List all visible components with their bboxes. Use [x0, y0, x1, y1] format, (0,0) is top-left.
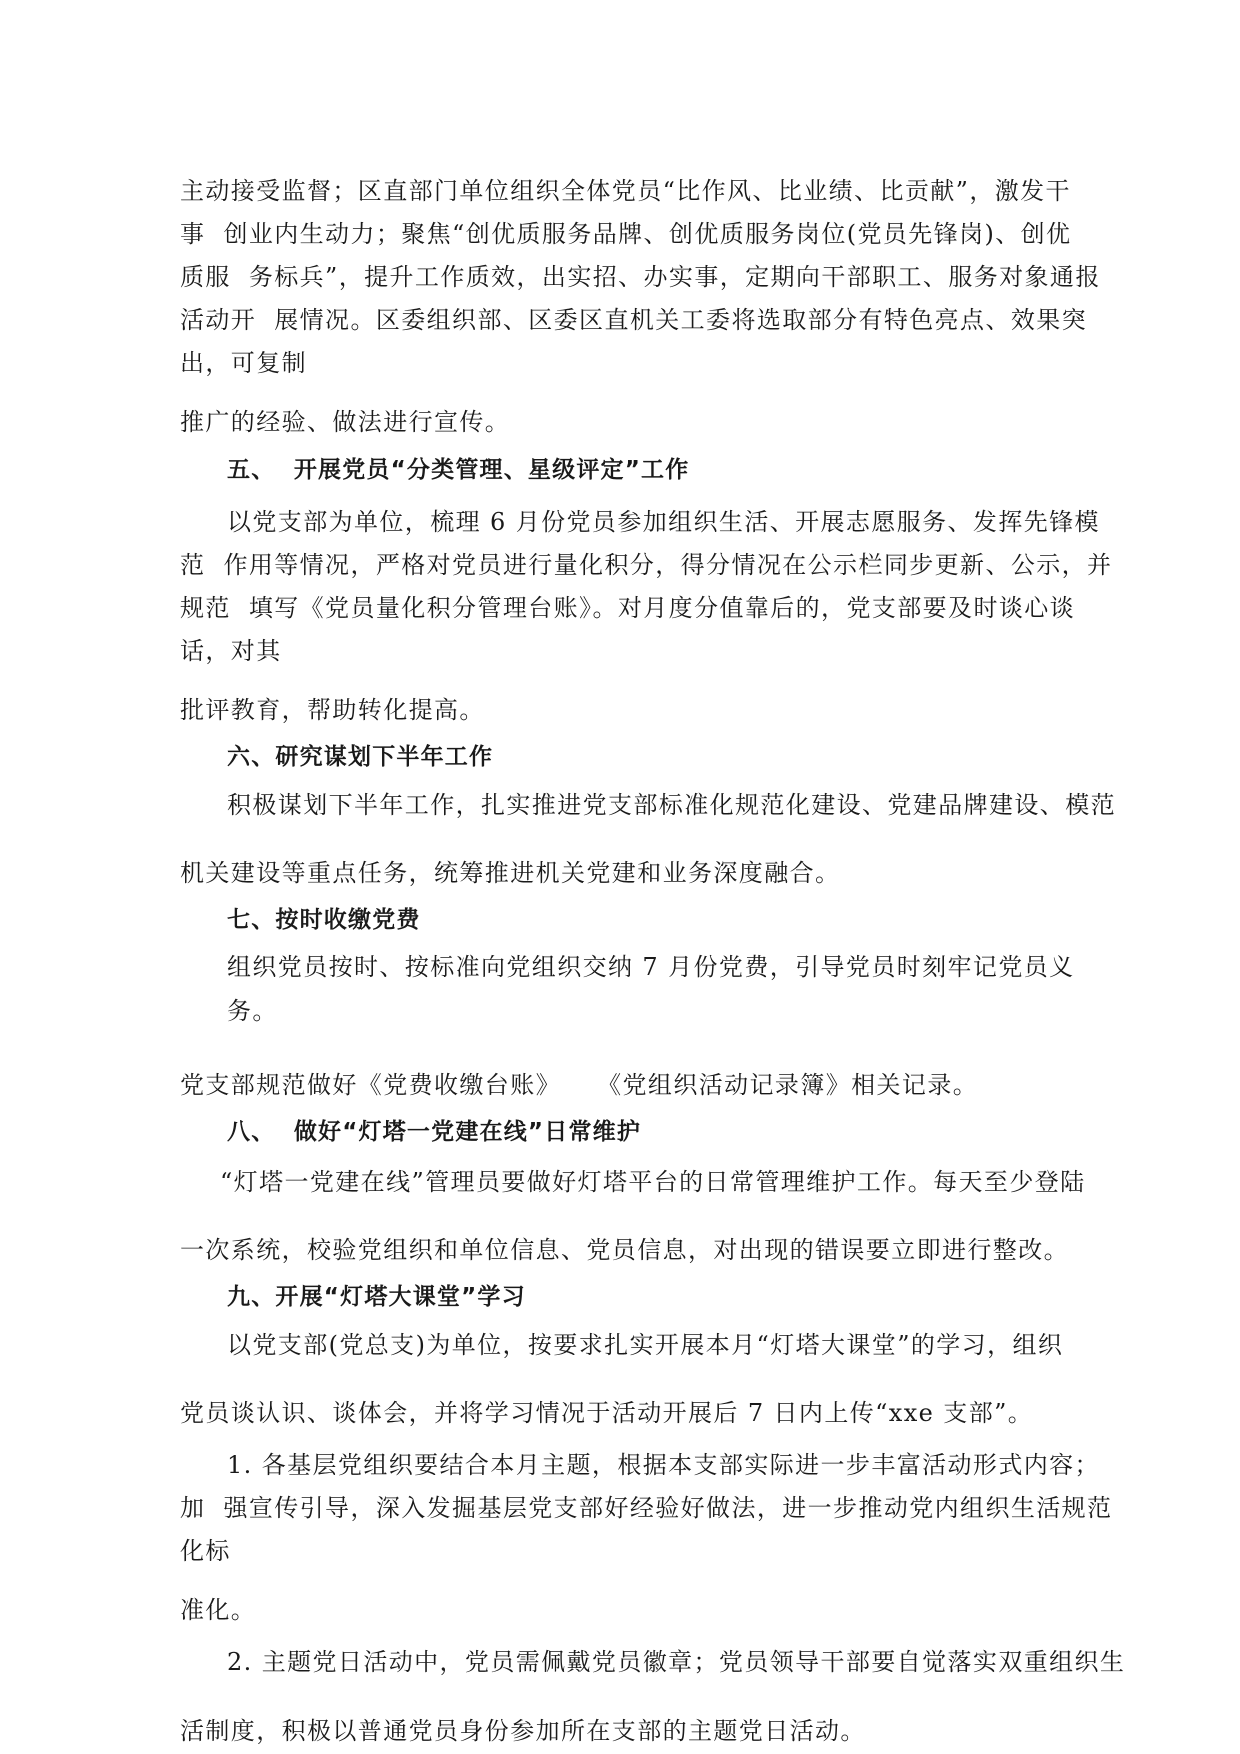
- paragraph-line: 务。: [227, 997, 278, 1025]
- section-heading: 八、 做好“灯塔一党建在线”日常维护: [227, 1119, 642, 1145]
- paragraph-line: 机关建设等重点任务，统筹推进机关党建和业务深度融合。: [180, 859, 841, 887]
- paragraph-line: 一次系统，校验党组织和单位信息、党员信息，对出现的错误要立即进行整改。: [180, 1236, 1069, 1264]
- paragraph-line: 以党支部为单位，梳理 6 月份党员参加组织生活、开展志愿服务、发挥先锋模: [227, 508, 1100, 536]
- paragraph-line: 活动开 展情况。区委组织部、区委区直机关工委将选取部分有特色亮点、效果突: [180, 306, 1088, 334]
- section-heading: 五、 开展党员“分类管理、星级评定”工作: [227, 457, 690, 483]
- paragraph-line: 质服 务标兵”，提升工作质效，出实招、办实事，定期向干部职工、服务对象通报: [180, 263, 1101, 291]
- paragraph-line: 活制度，积极以普通党员身份参加所在支部的主题党日活动。: [180, 1717, 866, 1745]
- section-heading: 九、开展“灯塔大课堂”学习: [227, 1284, 526, 1310]
- paragraph-line: 1. 各基层党组织要结合本月主题，根据本支部实际进一步丰富活动形式内容；: [227, 1451, 1100, 1479]
- section-heading: 七、按时收缴党费: [227, 907, 421, 933]
- paragraph-line: 党员谈认识、谈体会，并将学习情况于活动开展后 7 日内上传“xxe 支部”。: [180, 1399, 1034, 1427]
- paragraph-line: 党支部规范做好《党费收缴台账》 《党组织活动记录簿》相关记录。: [180, 1071, 979, 1099]
- paragraph-line: 批评教育，帮助转化提高。: [180, 696, 485, 724]
- paragraph-line: 2. 主题党日活动中，党员需佩戴党员徽章；党员领导干部要自觉落实双重组织生: [227, 1648, 1126, 1676]
- paragraph-line: 事 创业内生动力；聚焦“创优质服务品牌、创优质服务岗位(党员先锋岗)、创优: [180, 220, 1072, 248]
- section-heading: 六、研究谋划下半年工作: [227, 744, 494, 770]
- paragraph-line: 组织党员按时、按标准向党组织交纳 7 月份党费，引导党员时刻牢记党员义: [227, 953, 1075, 981]
- paragraph-line: 推广的经验、做法进行宣传。: [180, 408, 511, 436]
- paragraph-line: 以党支部(党总支)为单位，按要求扎实开展本月“灯塔大课堂”的学习，组织: [227, 1331, 1064, 1359]
- paragraph-line: 化标: [180, 1537, 231, 1565]
- paragraph-line: 出，可复制: [180, 349, 307, 377]
- paragraph-line: 积极谋划下半年工作，扎实推进党支部标准化规范化建设、党建品牌建设、模范: [227, 791, 1116, 819]
- paragraph-line: 加 强宣传引导，深入发掘基层党支部好经验好做法，进一步推动党内组织生活规范: [180, 1494, 1113, 1522]
- paragraph-line: 范 作用等情况，严格对党员进行量化积分，得分情况在公示栏同步更新、公示，并: [180, 551, 1113, 579]
- paragraph-line: 话，对其: [180, 637, 282, 665]
- paragraph-line: “灯塔一党建在线”管理员要做好灯塔平台的日常管理维护工作。每天至少登陆: [220, 1168, 1086, 1196]
- paragraph-line: 准化。: [180, 1596, 257, 1624]
- paragraph-line: 主动接受监督；区直部门单位组织全体党员“比作风、比业绩、比贡献”，激发干: [180, 177, 1071, 205]
- paragraph-line: 规范 填写《党员量化积分管理台账》。对月度分值靠后的，党支部要及时谈心谈: [180, 594, 1076, 622]
